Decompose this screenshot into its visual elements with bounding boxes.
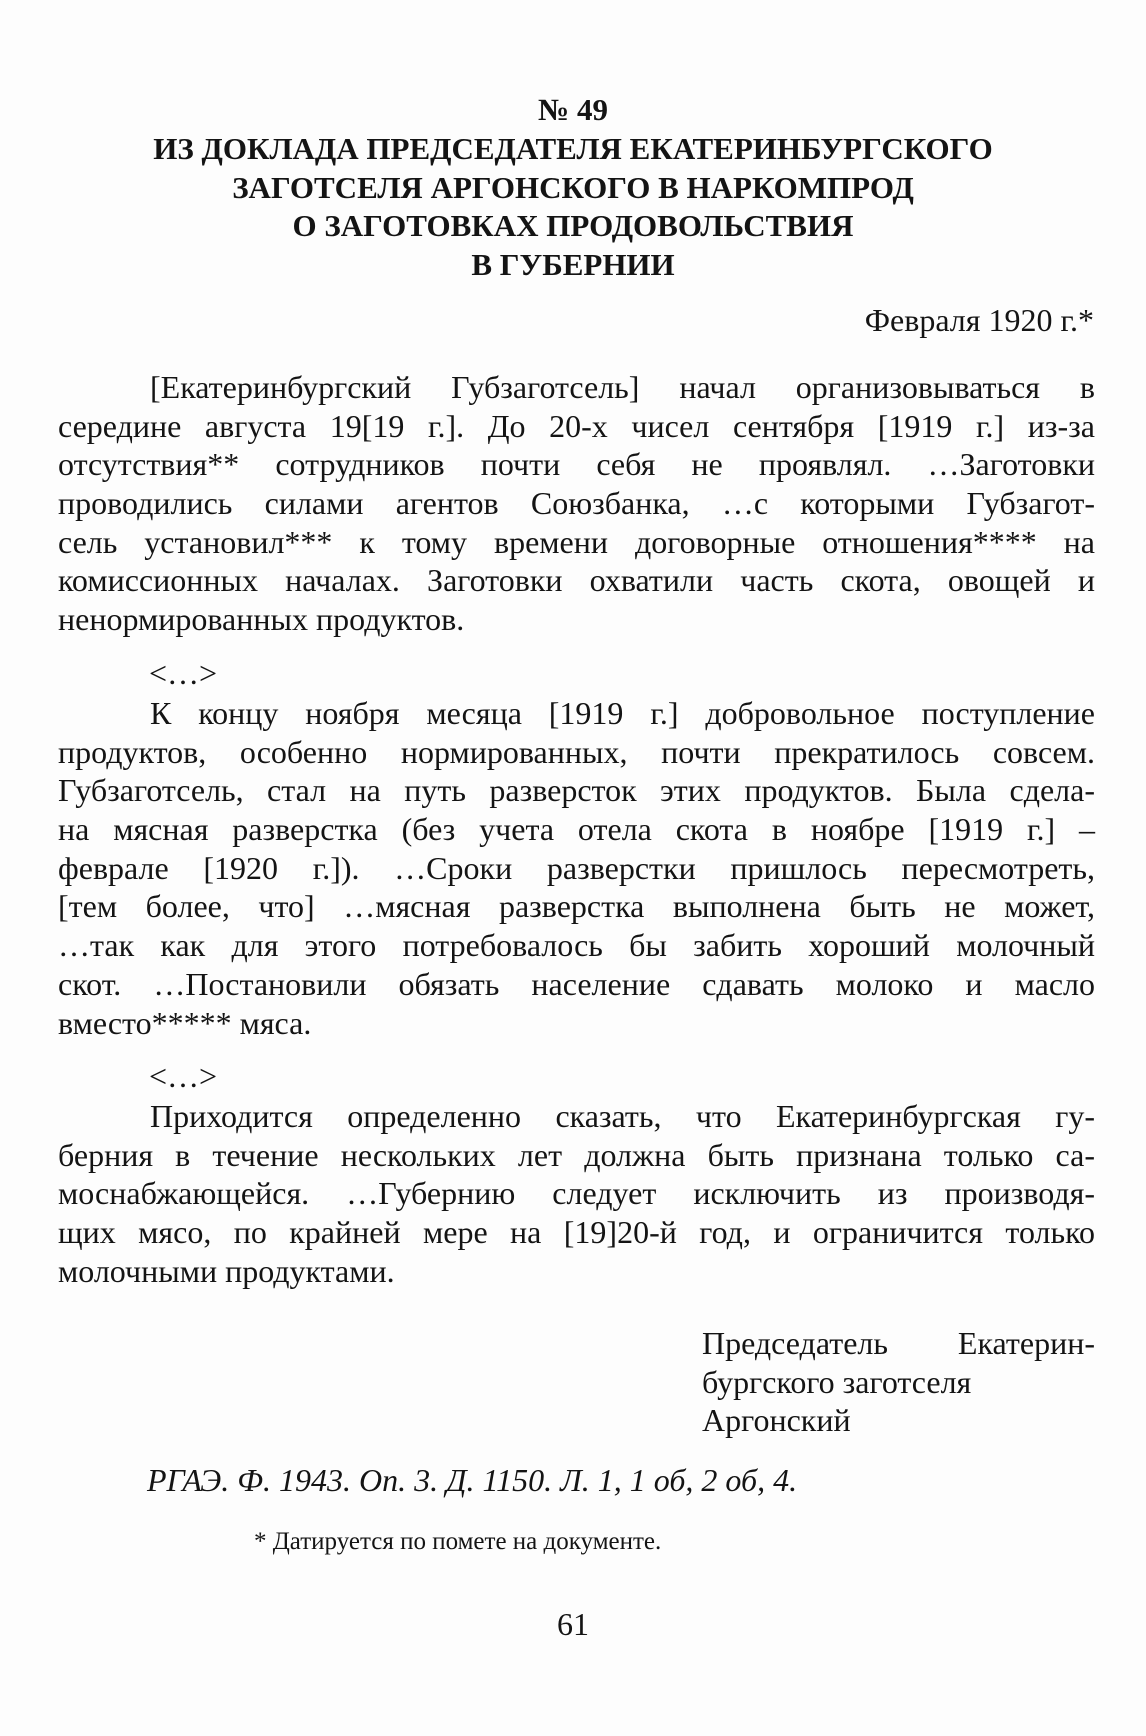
- text-line: К концу ноября месяца [1919 г.] добровольное поступление: [150, 695, 1095, 731]
- text-line: молочными продуктами.: [58, 1252, 395, 1289]
- text-line: [тем более, что] …мясная разверстка выполнена быть не может,: [58, 888, 1095, 925]
- text-line: скот. …Постановили обязать население сдавать молоко и масло: [58, 965, 1095, 1002]
- text-line: …так как для этого потребовалось бы забить хороший молочный: [58, 927, 1095, 964]
- page-number: 61: [557, 1606, 589, 1642]
- text-line: щих мясо, по крайней мере на [19]20-й год, и ограничится только: [58, 1214, 1095, 1251]
- footnote: * Датируется по помете на документе.: [254, 1528, 662, 1555]
- signature-block: [702, 1324, 1095, 1440]
- text-line: феврале [1920 г.]). …Сроки разверстки пришлось пересмотреть,: [58, 849, 1095, 886]
- text-line: продуктов, особенно нормированных, почти прекратилось совсем.: [58, 733, 1095, 770]
- text-line: Приходится определенно сказать, что Екатеринбургская гу-: [150, 1098, 1095, 1134]
- text-line: середине августа 19[19 г.]. До 20-х чисел сентября [1919 г.] из-за: [58, 407, 1095, 444]
- text-line: комиссионных началах. Заготовки охватили часть скота, овощей и: [58, 562, 1095, 599]
- title-line: О ЗАГОТОВКАХ ПРОДОВОЛЬСТВИЯ: [292, 208, 854, 244]
- text-line: проводились силами агентов Союзбанка, …с которыми Губзагот-: [58, 485, 1095, 522]
- text-line: отсутствия** сотрудников почти себя не проявлял. …Заготовки: [58, 446, 1095, 483]
- omission-mark: <…>: [149, 655, 218, 691]
- text-line: сель установил*** к тому времени договорные отношения**** на: [58, 523, 1095, 560]
- text-line: моснабжающейся. …Губернию следует исключить из производя-: [58, 1175, 1095, 1212]
- signature-line: Аргонский: [702, 1402, 851, 1439]
- paragraph-1: [58, 368, 1095, 639]
- document-date: Февраля 1920 г.*: [864, 302, 1094, 338]
- paragraph-3: [58, 1097, 1095, 1290]
- text-line: вместо***** мяса.: [58, 1004, 312, 1041]
- paragraph-2: [58, 694, 1095, 1042]
- title-line: ЗАГОТСЕЛЯ АРГОНСКОГО В НАРКОМПРОД: [232, 169, 914, 205]
- title-line: ИЗ ДОКЛАДА ПРЕДСЕДАТЕЛЯ ЕКАТЕРИНБУРГСКОГО: [153, 131, 993, 166]
- signature-line: бургского заготселя: [702, 1363, 972, 1400]
- archive-source: РГАЭ. Ф. 1943. Оп. 3. Д. 1150. Л. 1, 1 об, 2 об, 4.: [147, 1462, 798, 1498]
- document-number: № 49: [538, 92, 608, 127]
- title-line: В ГУБЕРНИИ: [471, 247, 675, 283]
- text-line: берния в течение нескольких лет должна быть признана только са-: [58, 1136, 1095, 1173]
- text-line: Губзаготсель, стал на путь разверсток этих продуктов. Была сдела-: [58, 772, 1095, 809]
- text-line: [Екатеринбургский Губзаготсель] начал организовываться в: [150, 369, 1095, 405]
- text-line: на мясная разверстка (без учета отела скота в ноябре [1919 г.] –: [58, 811, 1095, 848]
- document-title: [0, 130, 1146, 285]
- text-line: ненормированных продуктов.: [58, 601, 465, 638]
- omission-mark: <…>: [149, 1058, 218, 1094]
- signature-line: Председатель Екатерин-: [702, 1325, 1095, 1361]
